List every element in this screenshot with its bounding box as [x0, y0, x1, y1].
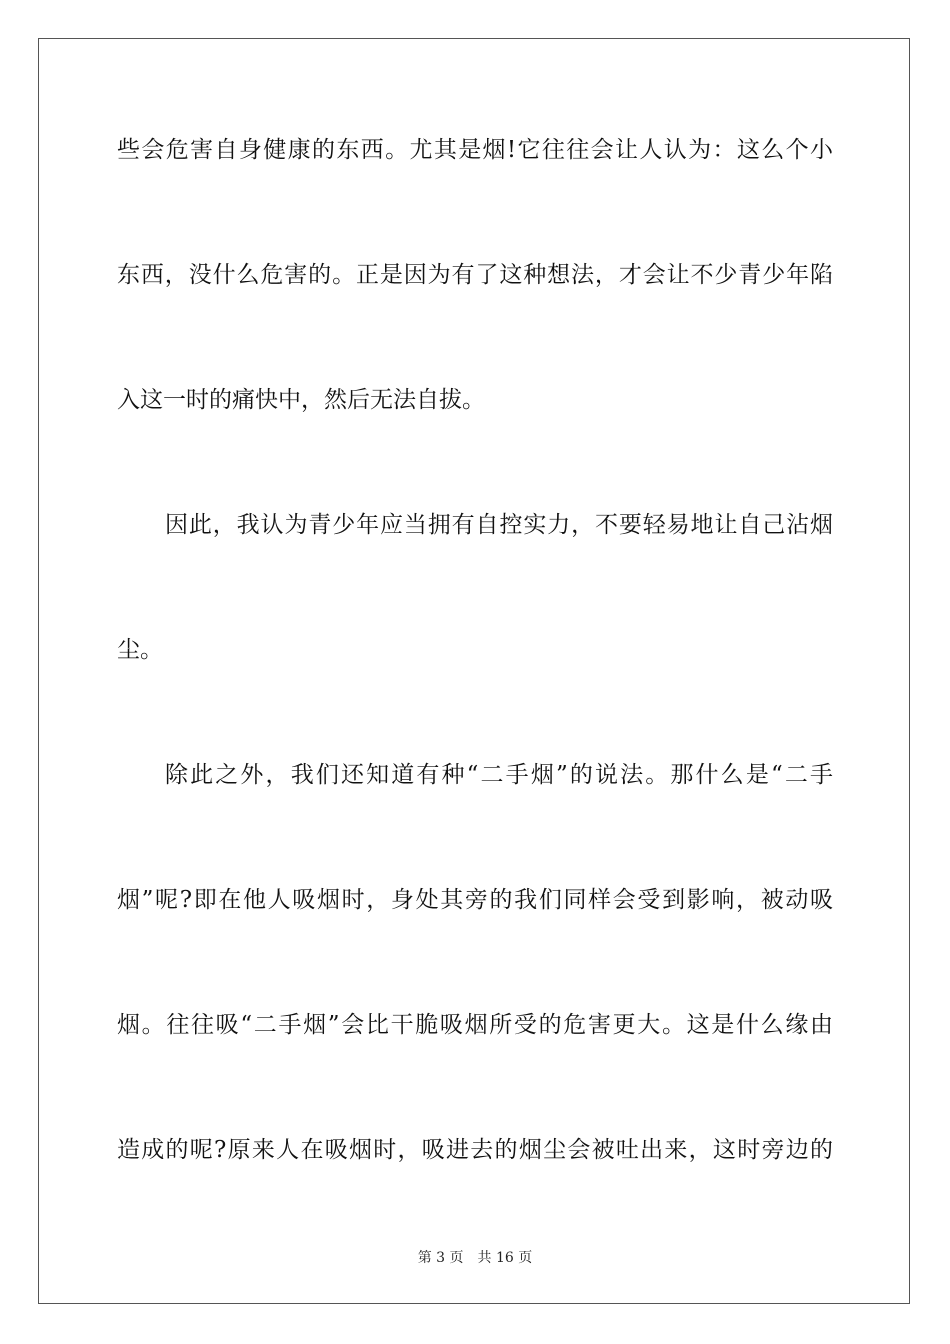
text-line: 入这一时的痛快中，然后无法自拔。: [117, 387, 485, 413]
text-line: 造成的呢?原来人在吸烟时，吸进去的烟尘会被吐出来，这时旁边的: [117, 1137, 833, 1163]
text-line: 东西，没什么危害的。正是因为有了这种想法，才会让不少青少年陷: [117, 262, 833, 288]
text-line: 尘。: [117, 637, 163, 663]
text-line: 烟。往往吸“二手烟”会比干脆吸烟所受的危害更大。这是什么缘由: [117, 1012, 833, 1038]
text-line: 些会危害自身健康的东西。尤其是烟!它往往会让人认为：这么个小: [117, 137, 833, 163]
page-number-footer: 第 3 页 共 16 页: [417, 1250, 533, 1266]
text-line: 烟”呢?即在他人吸烟时，身处其旁的我们同样会受到影响，被动吸: [117, 887, 833, 913]
paragraph-start-line: 因此，我认为青少年应当拥有自控实力，不要轻易地让自己沾烟: [165, 512, 833, 538]
paragraph-start-line: 除此之外，我们还知道有种“二手烟”的说法。那什么是“二手: [165, 762, 833, 788]
page-border: [38, 38, 910, 1304]
